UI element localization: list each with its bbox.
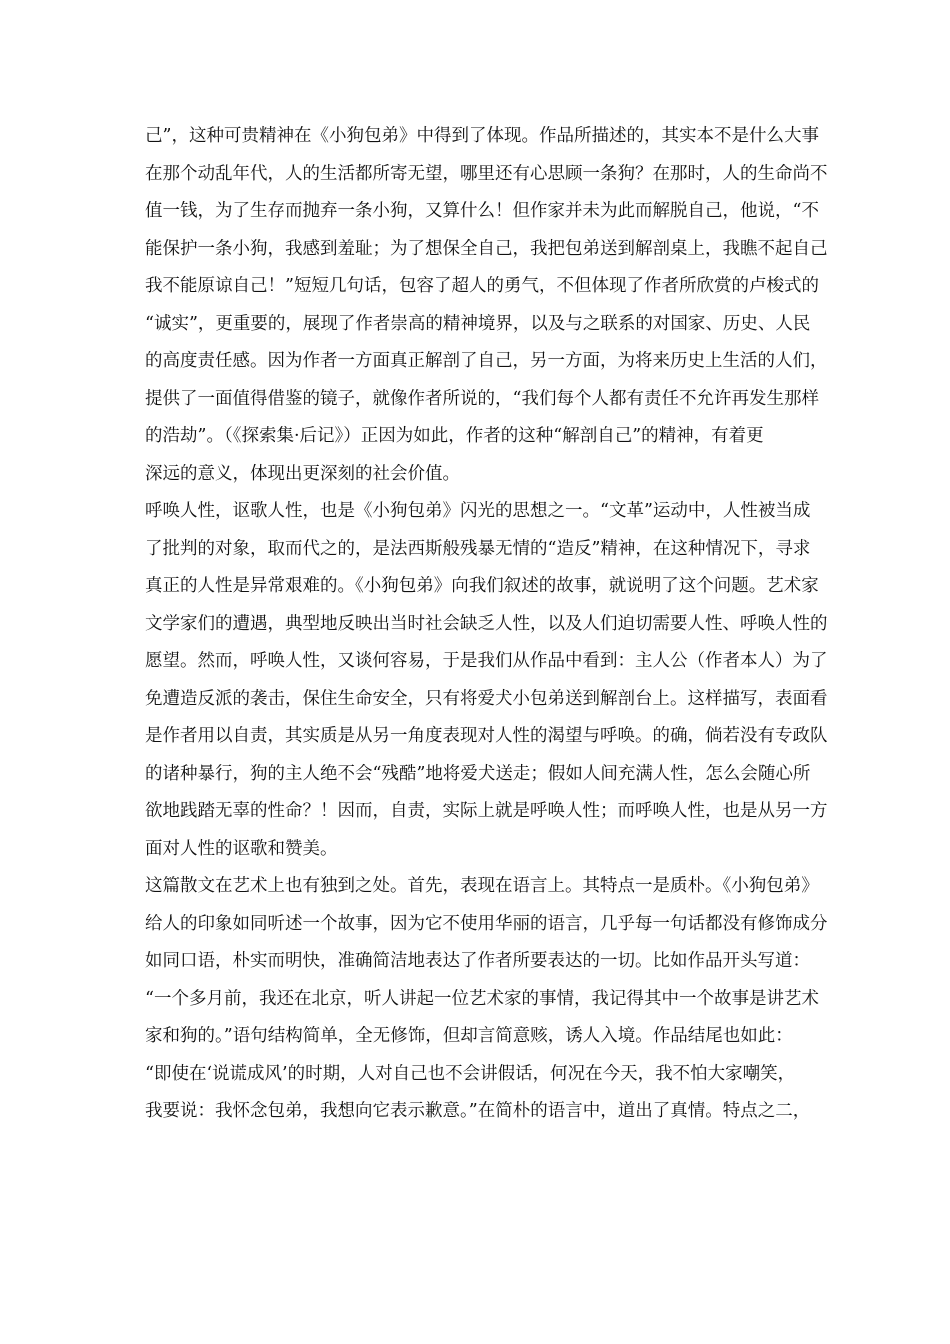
text-line: 的浩劫”。（《探索集·后记》）正因为如此，作者的这种“解剖自己”的精神，有着更 <box>145 426 764 446</box>
text-line: 家和狗的。”语句结构简单，全无修饰，但却言简意赅，诱人入境。作品结尾也如此： <box>145 1026 793 1046</box>
text-line: 愿望。然而，呼唤人性，又谈何容易，于是我们从作品中看到：主人公（作者本人）为了 <box>145 651 828 671</box>
text-line: 深远的意义，体现出更深刻的社会价值。 <box>145 463 460 484</box>
text-line: 了批判的对象，取而代之的，是法西斯般残暴无情的“造反”精神，在这种情况下，寻求 <box>145 538 811 559</box>
text-line: 能保护一条小狗，我感到羞耻；为了想保全自己，我把包弟送到解剖桌上，我瞧不起自己 <box>145 238 828 259</box>
text-line: 面对人性的讴歌和赞美。 <box>145 838 338 859</box>
text-line: 如同口语，朴实而明快，准确简洁地表达了作者所要表达的一切。比如作品开头写道： <box>145 951 810 971</box>
text-line: 欲地践踏无辜的性命？！因而，自责，实际上就是呼唤人性；而呼唤人性，也是从另一方 <box>145 801 828 821</box>
text-line: 免遭造反派的袭击，保住生命安全，只有将爱犬小包弟送到解剖台上。这样描写，表面看 <box>145 688 828 709</box>
text-line: 给人的印象如同听述一个故事，因为它不使用华丽的语言，几乎每一句话都没有修饰成分 <box>145 913 828 934</box>
text-line: 是作者用以自责，其实质是从另一角度表现对人性的渴望与呼唤。的确，倘若没有专政队 <box>145 726 828 746</box>
text-line: “诚实”，更重要的，展现了作者崇高的精神境界，以及与之联系的对国家、历史、人民 <box>145 313 811 334</box>
text-line: 的高度责任感。因为作者一方面真正解剖了自己，另一方面，为将来历史上生活的人们， <box>145 351 828 371</box>
text-line: 文学家们的遭遇，典型地反映出当时社会缺乏人性，以及人们迫切需要人性、呼唤人性的 <box>145 613 828 634</box>
text-line: 真正的人性是异常艰难的。《小狗包弟》向我们叙述的故事，就说明了这个问题。艺术家 <box>145 576 819 596</box>
text-line: 值一钱，为了生存而抛弃一条小狗，又算什么！但作家并未为此而解脱自己，他说，“不 <box>145 201 819 221</box>
text-line: 我不能原谅自己！”短短几句话，包容了超人的勇气，不但体现了作者所欣赏的卢梭式的 <box>145 276 819 296</box>
text-line: 在那个动乱年代，人的生活都所寄无望，哪里还有心思顾一条狗？在那时，人的生命尚不 <box>145 163 828 184</box>
text-line: 呼唤人性，讴歌人性，也是《小狗包弟》闪光的思想之一。“文革”运动中，人性被当成 <box>145 501 811 521</box>
text-line: 这篇散文在艺术上也有独到之处。首先，表现在语言上。其特点一是质朴。《小狗包弟》 <box>145 876 819 896</box>
text-line: 提供了一面值得借鉴的镜子，就像作者所说的，“我们每个人都有责任不允许再发生那样 <box>145 388 819 409</box>
body-text <box>145 118 828 1131</box>
text-line: 己”，这种可贵精神在《小狗包弟》中得到了体现。作品所描述的，其实本不是什么大事 <box>145 126 819 146</box>
text-line: 我要说：我怀念包弟，我想向它表示歉意。”在简朴的语言中，道出了真情。特点之二， <box>145 1101 811 1121</box>
text-line: “即使在‘说谎成风’的时期，人对自己也不会讲假话，何况在今天，我不怕大家嘲笑， <box>145 1063 796 1084</box>
text-line: “一个多月前，我还在北京，听人讲起一位艺术家的事情，我记得其中一个故事是讲艺术 <box>145 988 819 1009</box>
text-line: 的诸种暴行，狗的主人绝不会“残酷”地将爱犬送走；假如人间充满人性，怎么会随心所 <box>145 763 811 784</box>
